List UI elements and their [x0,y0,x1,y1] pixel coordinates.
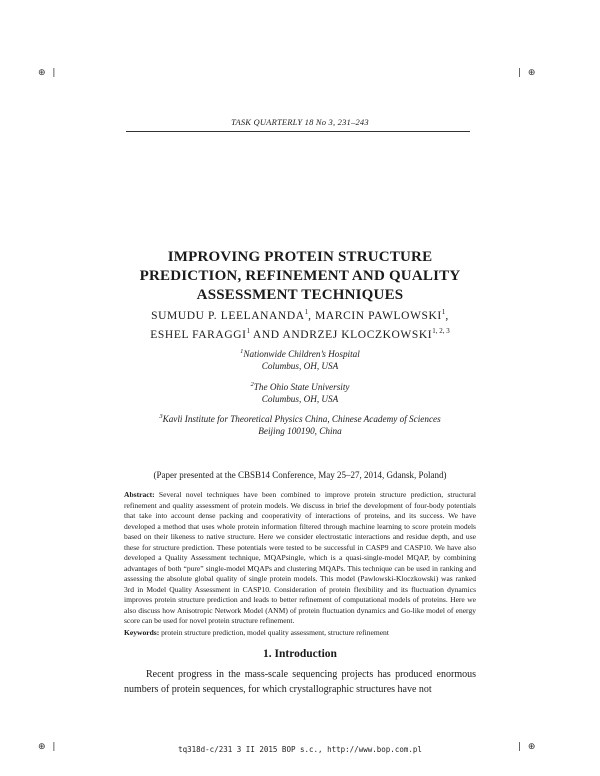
title-line: IMPROVING PROTEIN STRUCTURE [167,249,433,265]
affiliation-sup: 2 [250,381,254,388]
conference-note: (Paper presented at the CBSB14 Conference, May 25–27, 2014, Gdansk, Poland) [153,470,447,480]
affiliation-line [120,346,480,360]
affiliation [120,411,480,437]
author-name: , MARCIN PAWLOWSKI [308,309,442,322]
crop-mark-bottom-right: | ⊕ [518,742,538,752]
affiliation-location: Columbus, OH, USA [261,394,339,405]
title-line: PREDICTION, REFINEMENT AND QUALITY [139,268,461,284]
author-name: AND ANDRZEJ KLOCZKOWSKI [250,328,433,341]
author-line [120,305,480,324]
affiliation-name: Kavli Institute for Theoretical Physics China, Chinese Academy of Sciences [162,414,441,425]
affiliation-location: Beijing 100190, China [258,426,342,437]
author-sup: 1 [441,308,446,316]
affiliation-sup: 3 [159,413,163,420]
header-rule [126,131,470,132]
author-sup: 1, 2, 3 [432,326,450,335]
intro-text: Recent progress in the mass-scale sequencing projects has produced enormous numbers of protein sequences, for which crystallographic structures have not [124,669,476,695]
keywords-text: protein structure prediction, model quality assessment, structure refinement [159,628,389,637]
abstract-label: Abstract: [124,490,155,499]
section-heading: 1. Introduction [263,648,337,660]
journal-header: TASK QUARTERLY 18 No 3, 231–243 [231,117,369,127]
paper-title [120,248,480,305]
abstract-text: Several novel techniques have been combined to improve protein structure prediction, structural refinement and quality assessment of protein models. We discuss in brief the development of four-body potentials that take into account dense packing and cooperativity of interactions of proteins, and its success. We have developed a method that uses whole protein information filtered through machine learning to score protein models based on their likeness to native structure. Here we consider electrostatic interactions and residue depth, and use these for structure prediction. These potentials were tested to be successful in CASP9 and CASP10. We have also developed a Quality Assessment technique, MQAPsingle, which is a quasi-single-model MQAP, by combining advantages of both “pure” single-model MQAPs and clustering MQAPs. This technique can be used in ranking and assessing the absolute global quality of single protein models. This model (Pawlowski-Kloczkowski) was ranked 3rd in Model Quality Assessment in CASP10. Consideration of protein flexibility and its fluctuation dynamics improves protein structure prediction and leads to better refinement of computational models of proteins. Here we also discuss how Anisotropic Network Model (ANM) of protein fluctuation dynamics and Go-like model of energy score can be used for novel protein structure refinement. [124,490,476,625]
title-line: ASSESSMENT TECHNIQUES [196,287,404,303]
affiliation [120,346,480,372]
affiliation-line [120,411,480,425]
affiliation-sup: 1 [240,348,244,355]
crop-mark-top-left: ⊕ | [38,68,58,78]
author-sup: 1 [246,326,251,335]
author-separator: , [445,309,449,322]
author-list [120,305,480,343]
author-sup: 1 [304,308,309,316]
affiliation-name: The Ohio State University [253,382,350,393]
author-name: SUMUDU P. LEELANANDA [151,309,305,322]
crop-mark-top-right: | ⊕ [518,68,538,78]
affiliation-name: Nationwide Children’s Hospital [243,349,360,360]
keywords [124,628,476,638]
abstract [124,490,476,627]
author-line [120,324,480,343]
affiliation-location: Columbus, OH, USA [261,361,339,372]
intro-paragraph [124,668,476,697]
page-footer: tq318d-c/231 3 II 2015 BOP s.c., http://www.bop.com.pl [178,745,422,754]
affiliation [120,379,480,405]
author-name: ESHEL FARAGGI [150,328,247,341]
crop-mark-bottom-left: ⊕ | [38,742,58,752]
affiliation-line [120,379,480,393]
keywords-label: Keywords: [124,628,160,637]
